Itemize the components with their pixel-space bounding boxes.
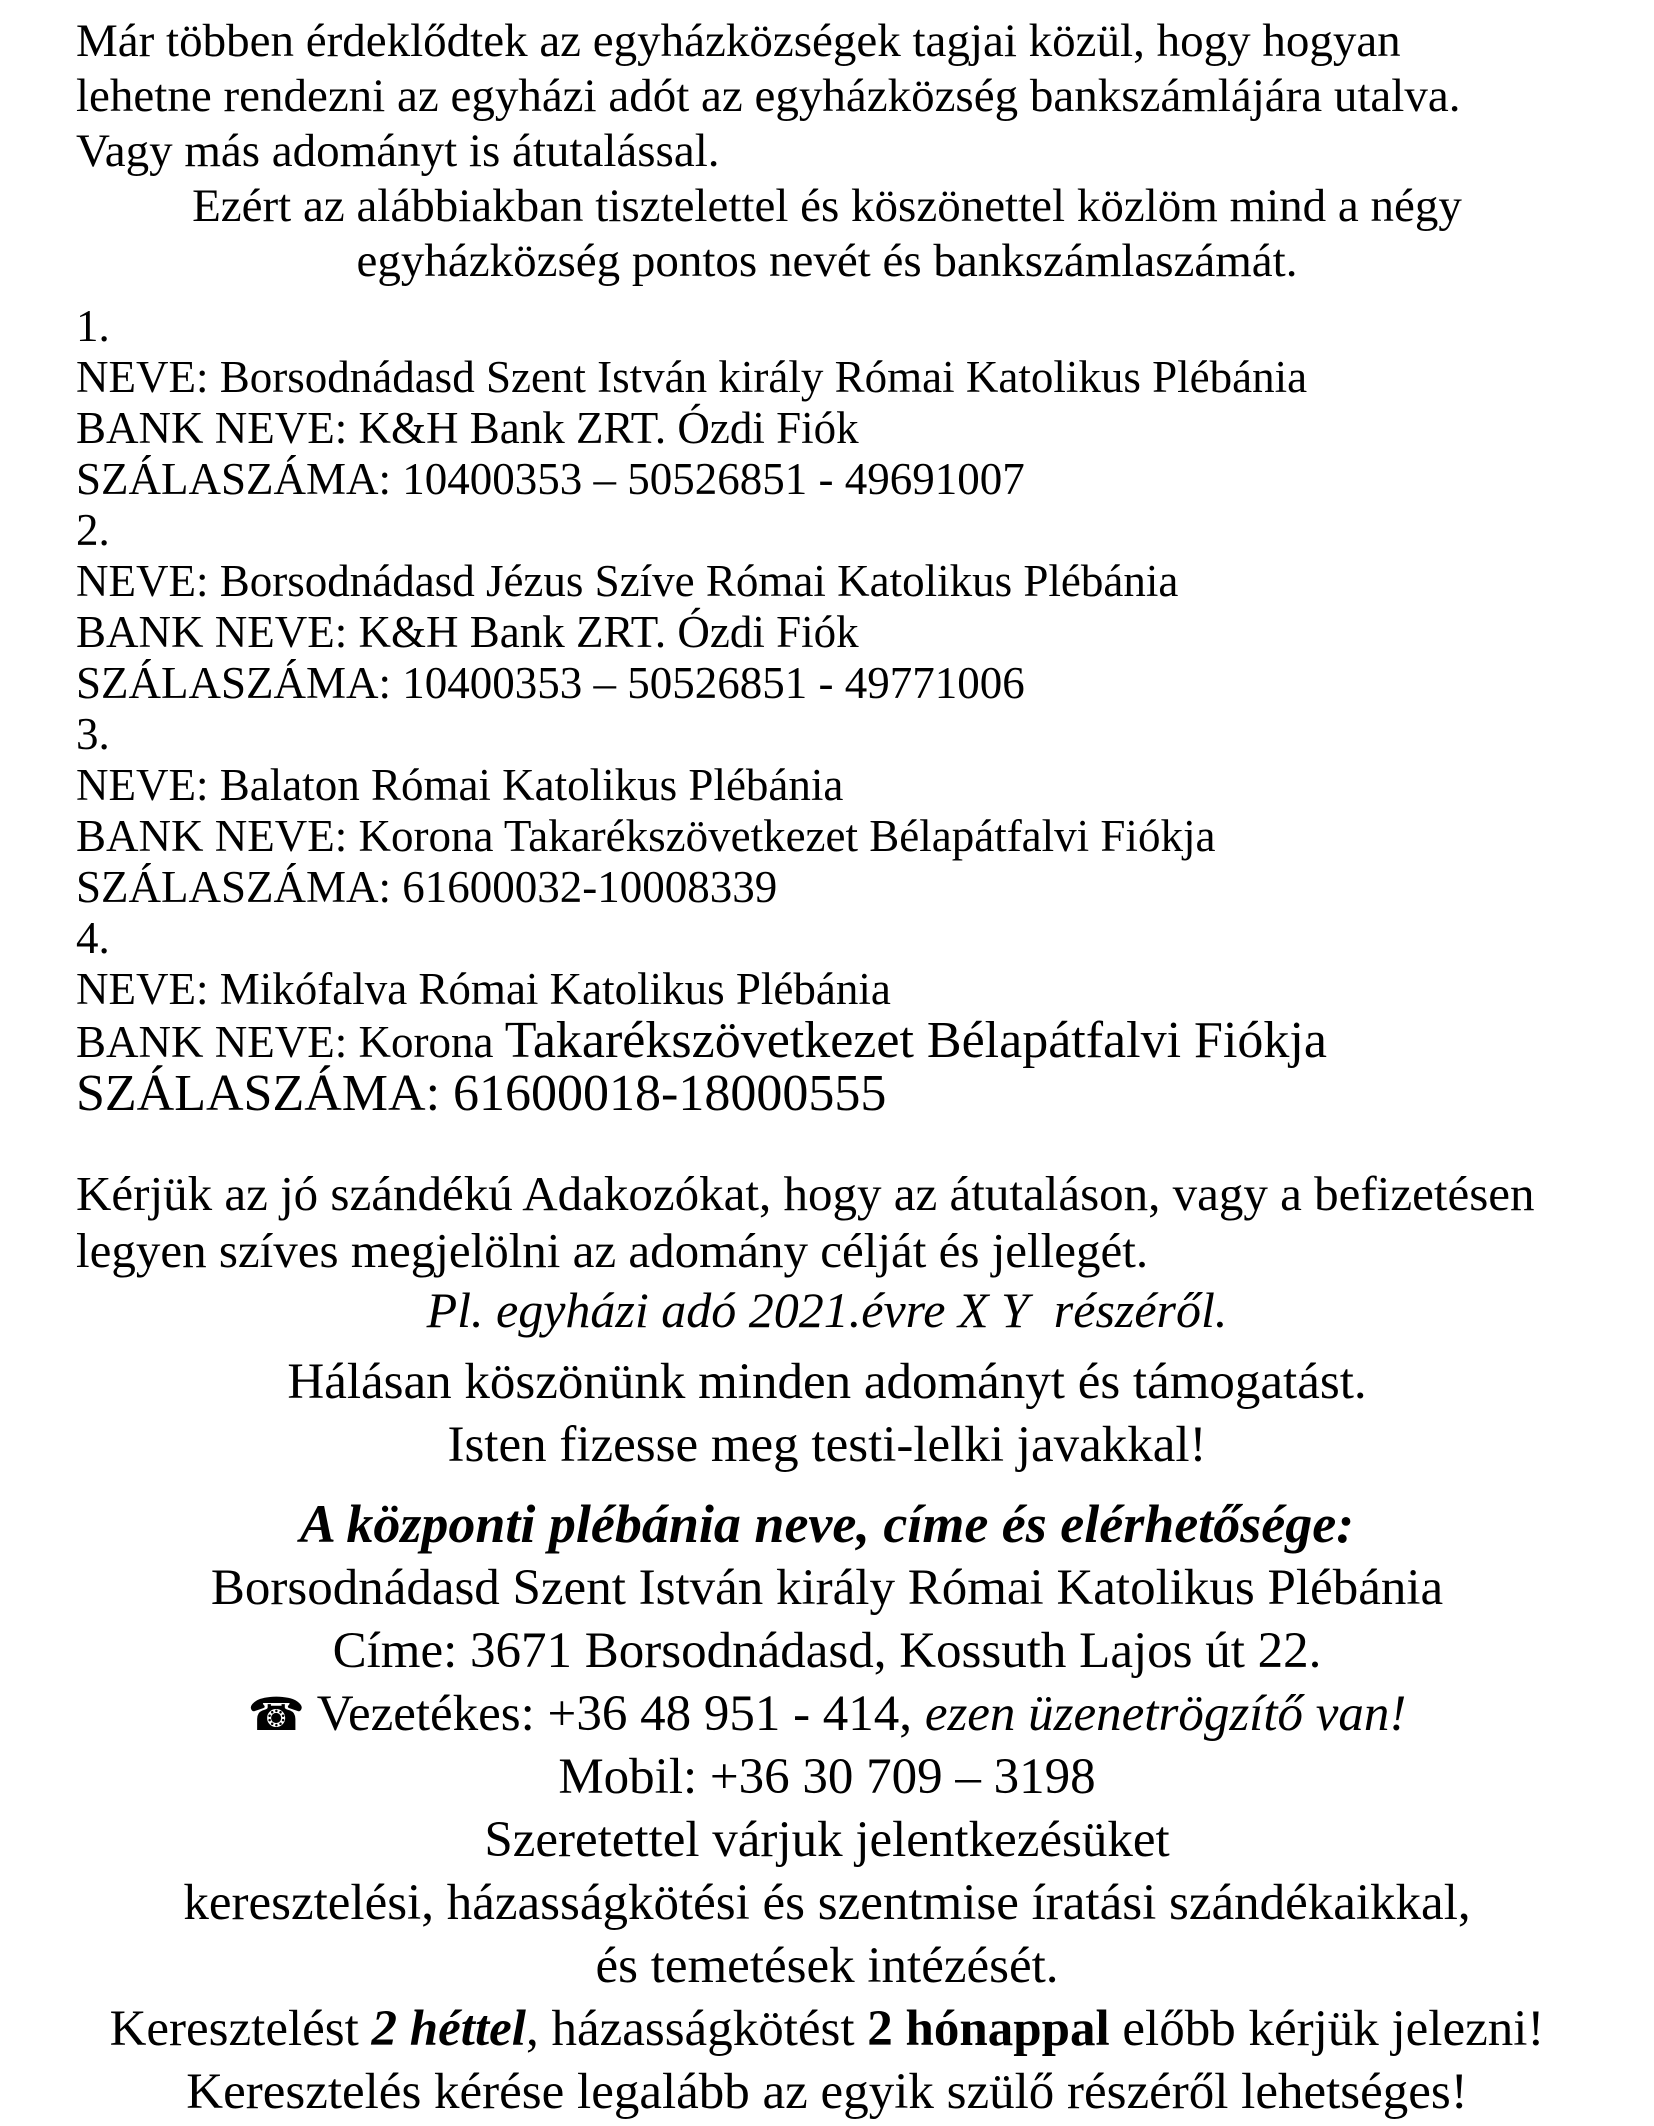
notice-line-1 (76, 1998, 1578, 2061)
parish-bank-name: BANK NEVE: K&H Bank ZRT. Ózdi Fiók (76, 607, 859, 657)
contact-address: Címe: 3671 Borsodnádasd, Kossuth Lajos út 22. (332, 1623, 1322, 1679)
intro-line-1: Már többen érdeklődtek az egyházközségek tagjai közül, hogy hogyan (76, 15, 1401, 67)
parish-account-number: SZÁLASZÁMA: 61600032-10008339 (76, 862, 778, 912)
invitation-block (76, 1809, 1578, 1998)
thanks-block (76, 1351, 1578, 1477)
notice-line-2: Keresztelés kérése legalább az egyik szülő részéről lehetséges! (186, 2064, 1468, 2120)
request-example: Pl. egyházi adó 2021.évre X Y részéről. (426, 1282, 1228, 1338)
contact-parish-name: Borsodnádasd Szent István király Római Katolikus Plébánia (210, 1560, 1444, 1616)
parish-account-number: SZÁLASZÁMA: 10400353 – 50526851 - 49771006 (76, 658, 1025, 708)
contact-heading: A központi plébánia neve, címe és elérhetősége: (299, 1494, 1355, 1554)
contact-landline-line (76, 1683, 1578, 1746)
parish-bank-name: BANK NEVE: K&H Bank ZRT. Ózdi Fiók (76, 403, 859, 453)
parish-number: 4. (76, 913, 110, 963)
request-line-2: legyen szíves megjelölni az adomány célját és jellegét. (76, 1223, 1149, 1278)
parish-entry-3 (76, 709, 1578, 913)
notice-part-5: előbb kérjük jelezni! (1109, 2001, 1545, 2057)
intro-line-5: egyházközség pontos nevét és bankszámlaszámát. (356, 235, 1298, 287)
intro-paragraph (76, 14, 1578, 289)
contact-mobile-number: Mobil: +36 30 709 – 3198 (558, 1749, 1096, 1805)
parish-bank-name (76, 1012, 1578, 1069)
notice-part-3: , házasságkötést (525, 2001, 868, 2057)
parish-entry-1 (76, 301, 1578, 505)
contact-block (76, 1491, 1578, 1809)
parish-account-number: SZÁLASZÁMA: 10400353 – 50526851 - 49691007 (76, 454, 1025, 504)
parish-bank-name-prefix: BANK NEVE: Korona (76, 1017, 505, 1067)
request-paragraph (76, 1165, 1578, 1341)
parish-number: 2. (76, 505, 110, 555)
parish-number: 3. (76, 709, 110, 759)
parish-account-number: SZÁLASZÁMA: 61600018-18000555 (76, 1065, 887, 1122)
parish-number: 1. (76, 301, 110, 351)
intro-line-2: lehetne rendezni az egyházi adót az egyházközség bankszámlájára utalva. (76, 70, 1461, 122)
request-line-1: Kérjük az jó szándékú Adakozókat, hogy az átutaláson, vagy a befizetésen (76, 1166, 1535, 1221)
parish-entry-4 (76, 913, 1578, 1122)
notice-part-1: Keresztelést (109, 2001, 372, 2057)
notice-deadline-baptism: 2 héttel (371, 2001, 526, 2057)
invitation-line-2: keresztelési, házasságkötési és szentmise íratási szándékaikkal, (183, 1875, 1471, 1931)
parish-name: NEVE: Borsodnádasd Szent István király Római Katolikus Plébánia (76, 352, 1308, 402)
parish-bank-name: BANK NEVE: Korona Takarékszövetkezet Bélapátfalvi Fiókja (76, 811, 1216, 861)
parish-entry-2 (76, 505, 1578, 709)
parish-name: NEVE: Mikófalva Római Katolikus Plébánia (76, 964, 891, 1014)
parish-name: NEVE: Balaton Római Katolikus Plébánia (76, 760, 844, 810)
invitation-line-1: Szeretettel várjuk jelentkezésüket (484, 1812, 1170, 1868)
parish-name: NEVE: Borsodnádasd Jézus Szíve Római Katolikus Plébánia (76, 556, 1179, 606)
notice-deadline-wedding: 2 hónappal (867, 2001, 1110, 2057)
intro-line-4: Ezért az alábbiakban tisztelettel és köszönettel közlöm mind a négy (192, 180, 1462, 232)
invitation-line-3: és temetések intézését. (595, 1938, 1059, 1994)
telephone-icon: ☎ (247, 1687, 305, 1741)
contact-landline-note: ezen üzenetrögzítő van! (924, 1686, 1407, 1742)
thanks-line-2: Isten fizesse meg testi-lelki javakkal! (447, 1417, 1207, 1473)
intro-line-3: Vagy más adományt is átutalással. (76, 125, 720, 177)
parish-bank-branch: Takarékszövetkezet Bélapátfalvi Fiókja (504, 1012, 1327, 1069)
contact-landline-number: Vezetékes: +36 48 951 - 414, (304, 1686, 925, 1742)
parish-list (76, 301, 1578, 1122)
notice-block (76, 1998, 1578, 2124)
thanks-line-1: Hálásan köszönünk minden adományt és támogatást. (287, 1354, 1367, 1410)
